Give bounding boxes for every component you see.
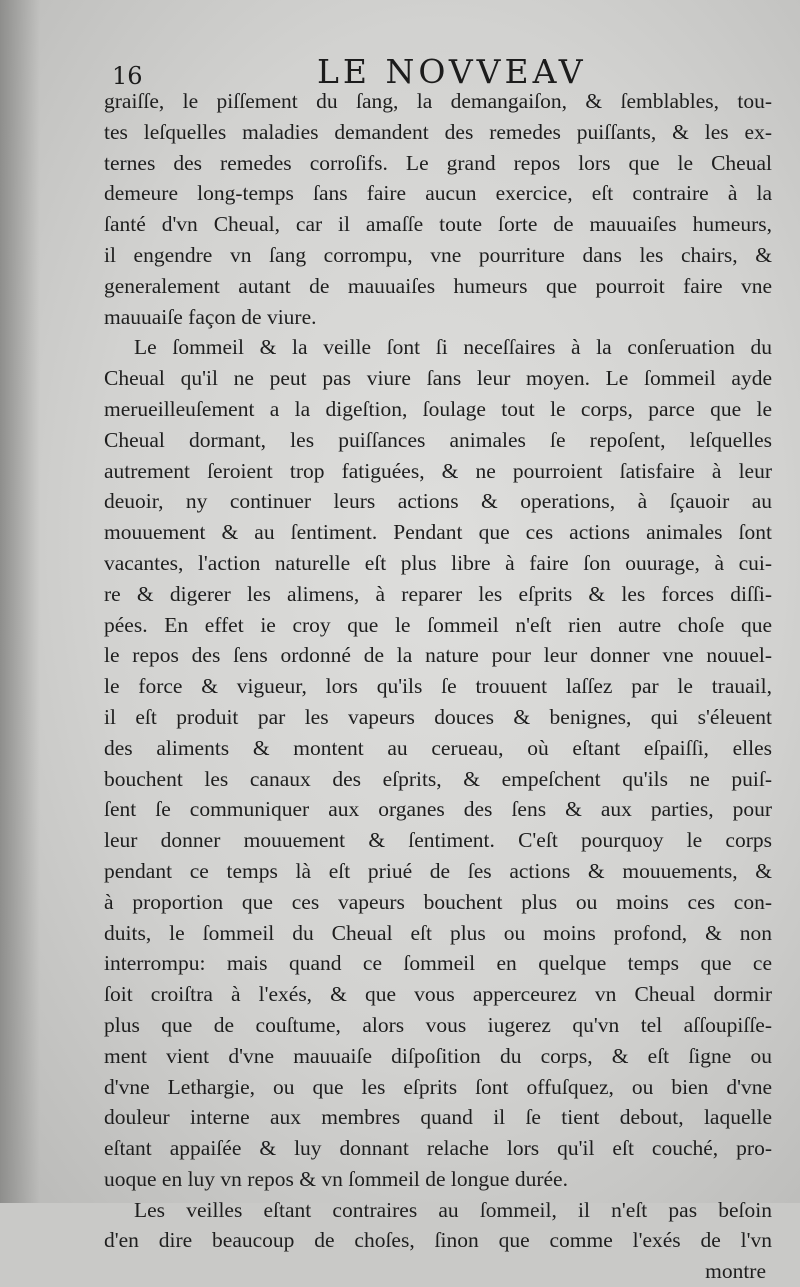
text-line: d'en dire beaucoup de choſes, ſinon que comme l'exés de l'vn: [104, 1228, 772, 1253]
running-head: LE NOVVEAV: [317, 52, 587, 91]
text-line: Les veilles eſtant contraires au ſommeil, il n'eſt pas beſoin: [134, 1197, 772, 1222]
text-line: mauuaiſe façon de viure.: [104, 304, 317, 329]
text-line: ternes des remedes corroſifs. Le grand repos lors que le Cheual: [104, 150, 772, 175]
text-line: Cheual qu'il ne peut pas viure ſans leur moyen. Le ſommeil ayde: [104, 366, 772, 391]
text-line: deuoir, ny continuer leurs actions & operations, à ſçauoir au: [104, 489, 772, 514]
text-line: merueilleuſement a la digeſtion, ſoulage tout le corps, parce que le: [104, 396, 772, 421]
text-line: Le ſommeil & la veille ſont ſi neceſſaires à la conſeruation du: [134, 335, 772, 360]
text-line: plus que de couſtume, alors vous iugerez qu'vn tel aſſoupiſſe-: [104, 1012, 772, 1037]
text-line: des aliments & montent au cerueau, où eſtant eſpaiſſi, elles: [104, 735, 772, 760]
text-line: interrompu: mais quand ce ſommeil en quelque temps que ce: [104, 951, 772, 976]
page-header: [112, 50, 772, 90]
text-line: douleur interne aux membres quand il ſe tient debout, laquelle: [104, 1105, 772, 1130]
text-line: tes leſquelles maladies demandent des remedes puiſſants, & les ex-: [104, 119, 772, 144]
text-line: pées. En effet ie croy que le ſommeil n'eſt rien autre choſe que: [104, 612, 772, 637]
text-line: demeure long-temps ſans faire aucun exercice, eſt contraire à la: [104, 181, 772, 206]
text-line: Cheual dormant, les puiſſances animales ſe repoſent, leſquelles: [104, 427, 772, 452]
text-line: vacantes, l'action naturelle eſt plus libre à faire ſon ouurage, à cui-: [104, 550, 772, 575]
text-line: il engendre vn ſang corrompu, vne pourriture dans les chairs, &: [104, 242, 772, 267]
catchword: montre: [705, 1259, 766, 1284]
text-line: leur donner mouuement & ſentiment. C'eſt pourquoy le corps: [104, 828, 772, 853]
text-line: generalement autant de mauuaiſes humeurs que pourroit faire vne: [104, 273, 772, 298]
text-line: uoque en luy vn repos & vn ſommeil de longue durée.: [104, 1166, 568, 1191]
text-line: eſtant appaiſée & luy donnant relache lors qu'il eſt couché, pro-: [104, 1136, 772, 1161]
body-text: [104, 86, 772, 1287]
text-line: le force & vigueur, lors qu'ils ſe trouuent laſſez par le trauail,: [104, 674, 772, 699]
text-line: il eſt produit par les vapeurs douces & benignes, qui s'éleuent: [104, 704, 772, 729]
text-line: autrement ſeroient trop fatiguées, & ne pourroient ſatisfaire à leur: [104, 458, 772, 483]
text-line: d'vne Lethargie, ou que les eſprits ſont offuſquez, ou bien d'vne: [104, 1074, 772, 1099]
text-line: ſent ſe communiquer aux organes des ſens & aux parties, pour: [104, 797, 772, 822]
page-number: 16: [112, 62, 143, 90]
text-line: ment vient d'vne mauuaiſe diſpoſition du corps, & eſt ſigne ou: [104, 1043, 772, 1068]
text-line: graiſſe, le piſſement du ſang, la demangaiſon, & ſemblables, tou-: [104, 89, 772, 113]
text-line: mouuement & au ſentiment. Pendant que ces actions animales ſont: [104, 520, 772, 545]
text-line: à proportion que ces vapeurs bouchent plus ou moins ces con-: [104, 889, 772, 914]
text-line: ſanté d'vn Cheual, car il amaſſe toute ſorte de mauuaiſes humeurs,: [104, 212, 772, 237]
text-line: duits, le ſommeil du Cheual eſt plus ou moins profond, & non: [104, 920, 772, 945]
text-line: pendant ce temps là eſt priué de ſes actions & mouuements, &: [104, 858, 772, 883]
text-line: le repos des ſens ordonné de la nature pour leur donner vne nouuel-: [104, 643, 772, 668]
text-line: re & digerer les alimens, à reparer les eſprits & les forces diſſi-: [104, 581, 772, 606]
text-line: bouchent les canaux des eſprits, & empeſchent qu'ils ne puiſ-: [104, 766, 772, 791]
text-line: ſoit croiſtra à l'exés, & que vous apperceurez vn Cheual dormir: [104, 982, 772, 1007]
